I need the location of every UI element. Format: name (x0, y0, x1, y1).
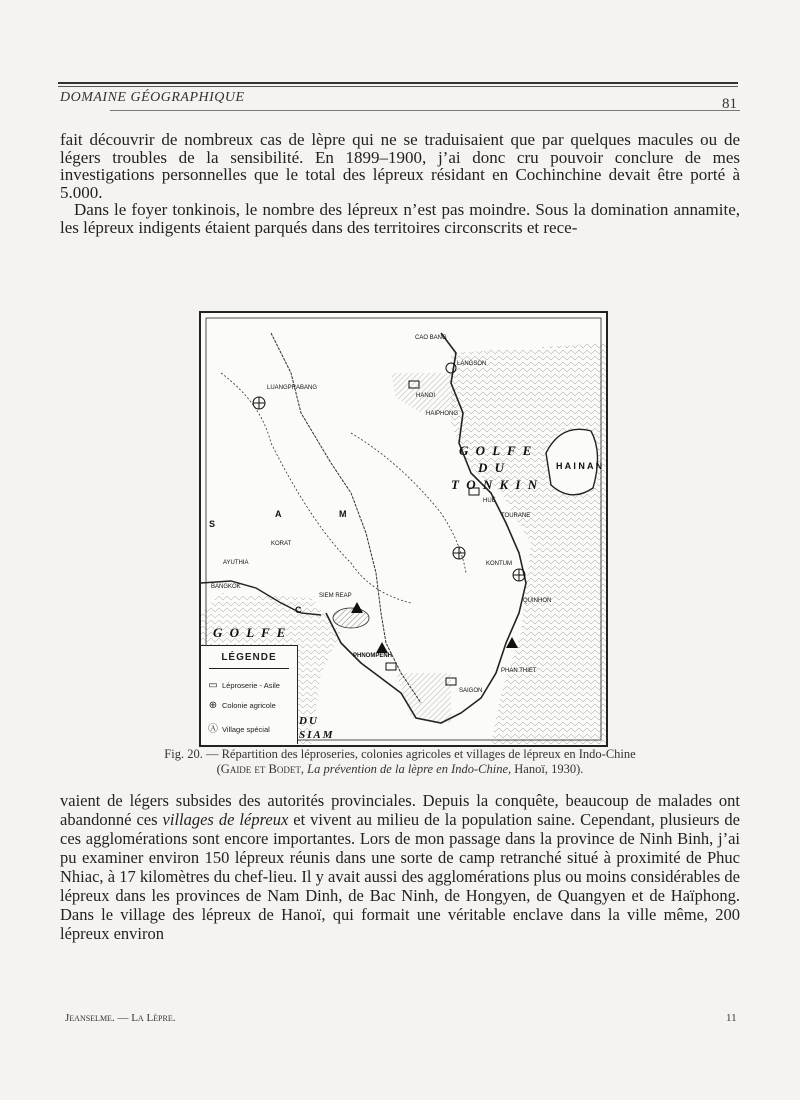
footer-author: Jeanselme. — La Lèpre. (65, 1012, 176, 1024)
caption-fig: Fig. 20. (164, 747, 203, 761)
map-legend (201, 645, 298, 744)
paragraph-top-part1: fait découvrir de nombreux cas de lèpre qui ne se traduisaient que par quelques macules ou de légers troubles de la sensibilité. En 1899–1900, j’ai donc cru pouvoir conclure de mes investigations personnelles que le total des lépreux résidant en Cochinchine devait être porté à 5.000. (60, 130, 740, 202)
label-a: A (275, 509, 282, 519)
label-bangkok: BANGKOK (211, 584, 241, 590)
label-luangprabang: LUANGPRABANG (267, 385, 318, 391)
label-ayuthia: AYUTHIA (223, 560, 249, 566)
label-hainan: H A I N A N (556, 461, 603, 471)
label-tonkin: T O N K I N (451, 477, 540, 492)
legend-item-village (207, 720, 270, 735)
label-m: M (339, 509, 347, 519)
label-s: S (209, 519, 216, 529)
label-golfe-siam: G O L F E (213, 625, 288, 640)
village-symbol-1 (351, 602, 363, 613)
figure-caption (60, 747, 740, 777)
label-kontum: KONTUM (486, 561, 512, 567)
label-hue: HUÉ (483, 498, 496, 504)
top-rule-thin (58, 86, 738, 87)
paragraph-bottom-emphasis: villages de lépreux (162, 810, 289, 829)
caption-title: La prévention de la lèpre en Indo-Chine, (307, 762, 512, 776)
leproserie-symbol-phnompenh (386, 663, 396, 670)
legend-label-leproserie: Léproserie - Asile (222, 681, 280, 690)
map-figure (199, 311, 608, 747)
paragraph-bottom (60, 791, 740, 943)
legend-item-colonie (207, 700, 276, 711)
label-siem-reap: SIEM REAP (319, 593, 352, 599)
label-siam: SIAM (299, 729, 335, 741)
footer-signature: 11 (726, 1012, 737, 1024)
caption-authors: (Gaide et Bodet, (216, 762, 305, 776)
paragraph-bottom-after: et vivent au milieu de la population saine. Cependant, plusieurs de ces agglomérations sont encore importantes. Lors de mon passage dans la province de Ninh Binh, j’ai pu examiner environ 150 lépreux réunis dans une sorte de camp retranché situé à proximité de Phuc Nhiac, à 17 kilomètres du chef-lieu. Il y avait aussi des agglomérations plus ou moins considérables de lépreux dans les provinces de Nam Dinh, de Bac Ninh, de Hongyen, de Quangyen et de Haïphong. Dans le village des lépreux de Hanoï, qui formait une véritable enclave dans la ville même, 200 lépreux environ (60, 810, 740, 943)
paragraph-top-part2: Dans le foyer tonkinois, le nombre des lépreux n’est pas moindre. Sous la domination annamite, les lépreux indigents étaient parqués dans des territoires circonscrits et rece- (60, 200, 740, 237)
label-langson: LANGSON (457, 361, 487, 367)
top-rule (58, 82, 738, 84)
village-icon: Ⓐ (208, 724, 218, 735)
label-golfe: G O L F E (459, 443, 534, 458)
legend-label-colonie: Colonie agricole (222, 701, 276, 710)
label-c: C (295, 605, 302, 615)
caption-place: Hanoï, 1930). (514, 762, 584, 776)
header-rule (110, 110, 740, 111)
label-phnompenh: PHNOMPENH (353, 653, 393, 659)
great-lake (333, 608, 369, 628)
legend-title: LÉGENDE (221, 652, 277, 663)
running-title: DOMAINE GÉOGRAPHIQUE (60, 90, 245, 105)
label-korat: KORAT (271, 541, 292, 547)
paragraph-bottom-before: vaient de légers subsides des autorités provinciales. Depuis la conquête, beaucoup de malades ont abandonné ces (60, 791, 740, 829)
legend-rule (209, 668, 289, 669)
border-line-2 (351, 433, 466, 573)
label-du-siam: DU (299, 715, 319, 727)
caption-text: — Répartition des léproseries, colonies agricoles et villages de lépreux en Indo-Chine (205, 747, 636, 761)
label-haiphong: HAIPHONG (426, 411, 459, 417)
page-number: 81 (722, 96, 737, 112)
leproserie-icon: ▭ (208, 680, 218, 691)
border-line (221, 373, 411, 603)
label-hanoi: HANOI (416, 393, 436, 399)
label-tourane: TOURANE (501, 513, 531, 519)
label-saigon: SAIGON (459, 688, 483, 694)
paragraph-top (60, 131, 740, 236)
legend-item-leproserie (207, 680, 280, 691)
legend-label-village: Village spécial (222, 725, 270, 734)
label-cao-bang: CAO BANG (415, 335, 447, 341)
label-phan-thiet: PHAN THIET (501, 668, 537, 674)
label-du: D U (478, 460, 507, 475)
label-quinhon: QUINHON (523, 598, 552, 604)
village-symbol-3 (376, 642, 388, 653)
colonie-icon: ⊕ (208, 700, 218, 711)
